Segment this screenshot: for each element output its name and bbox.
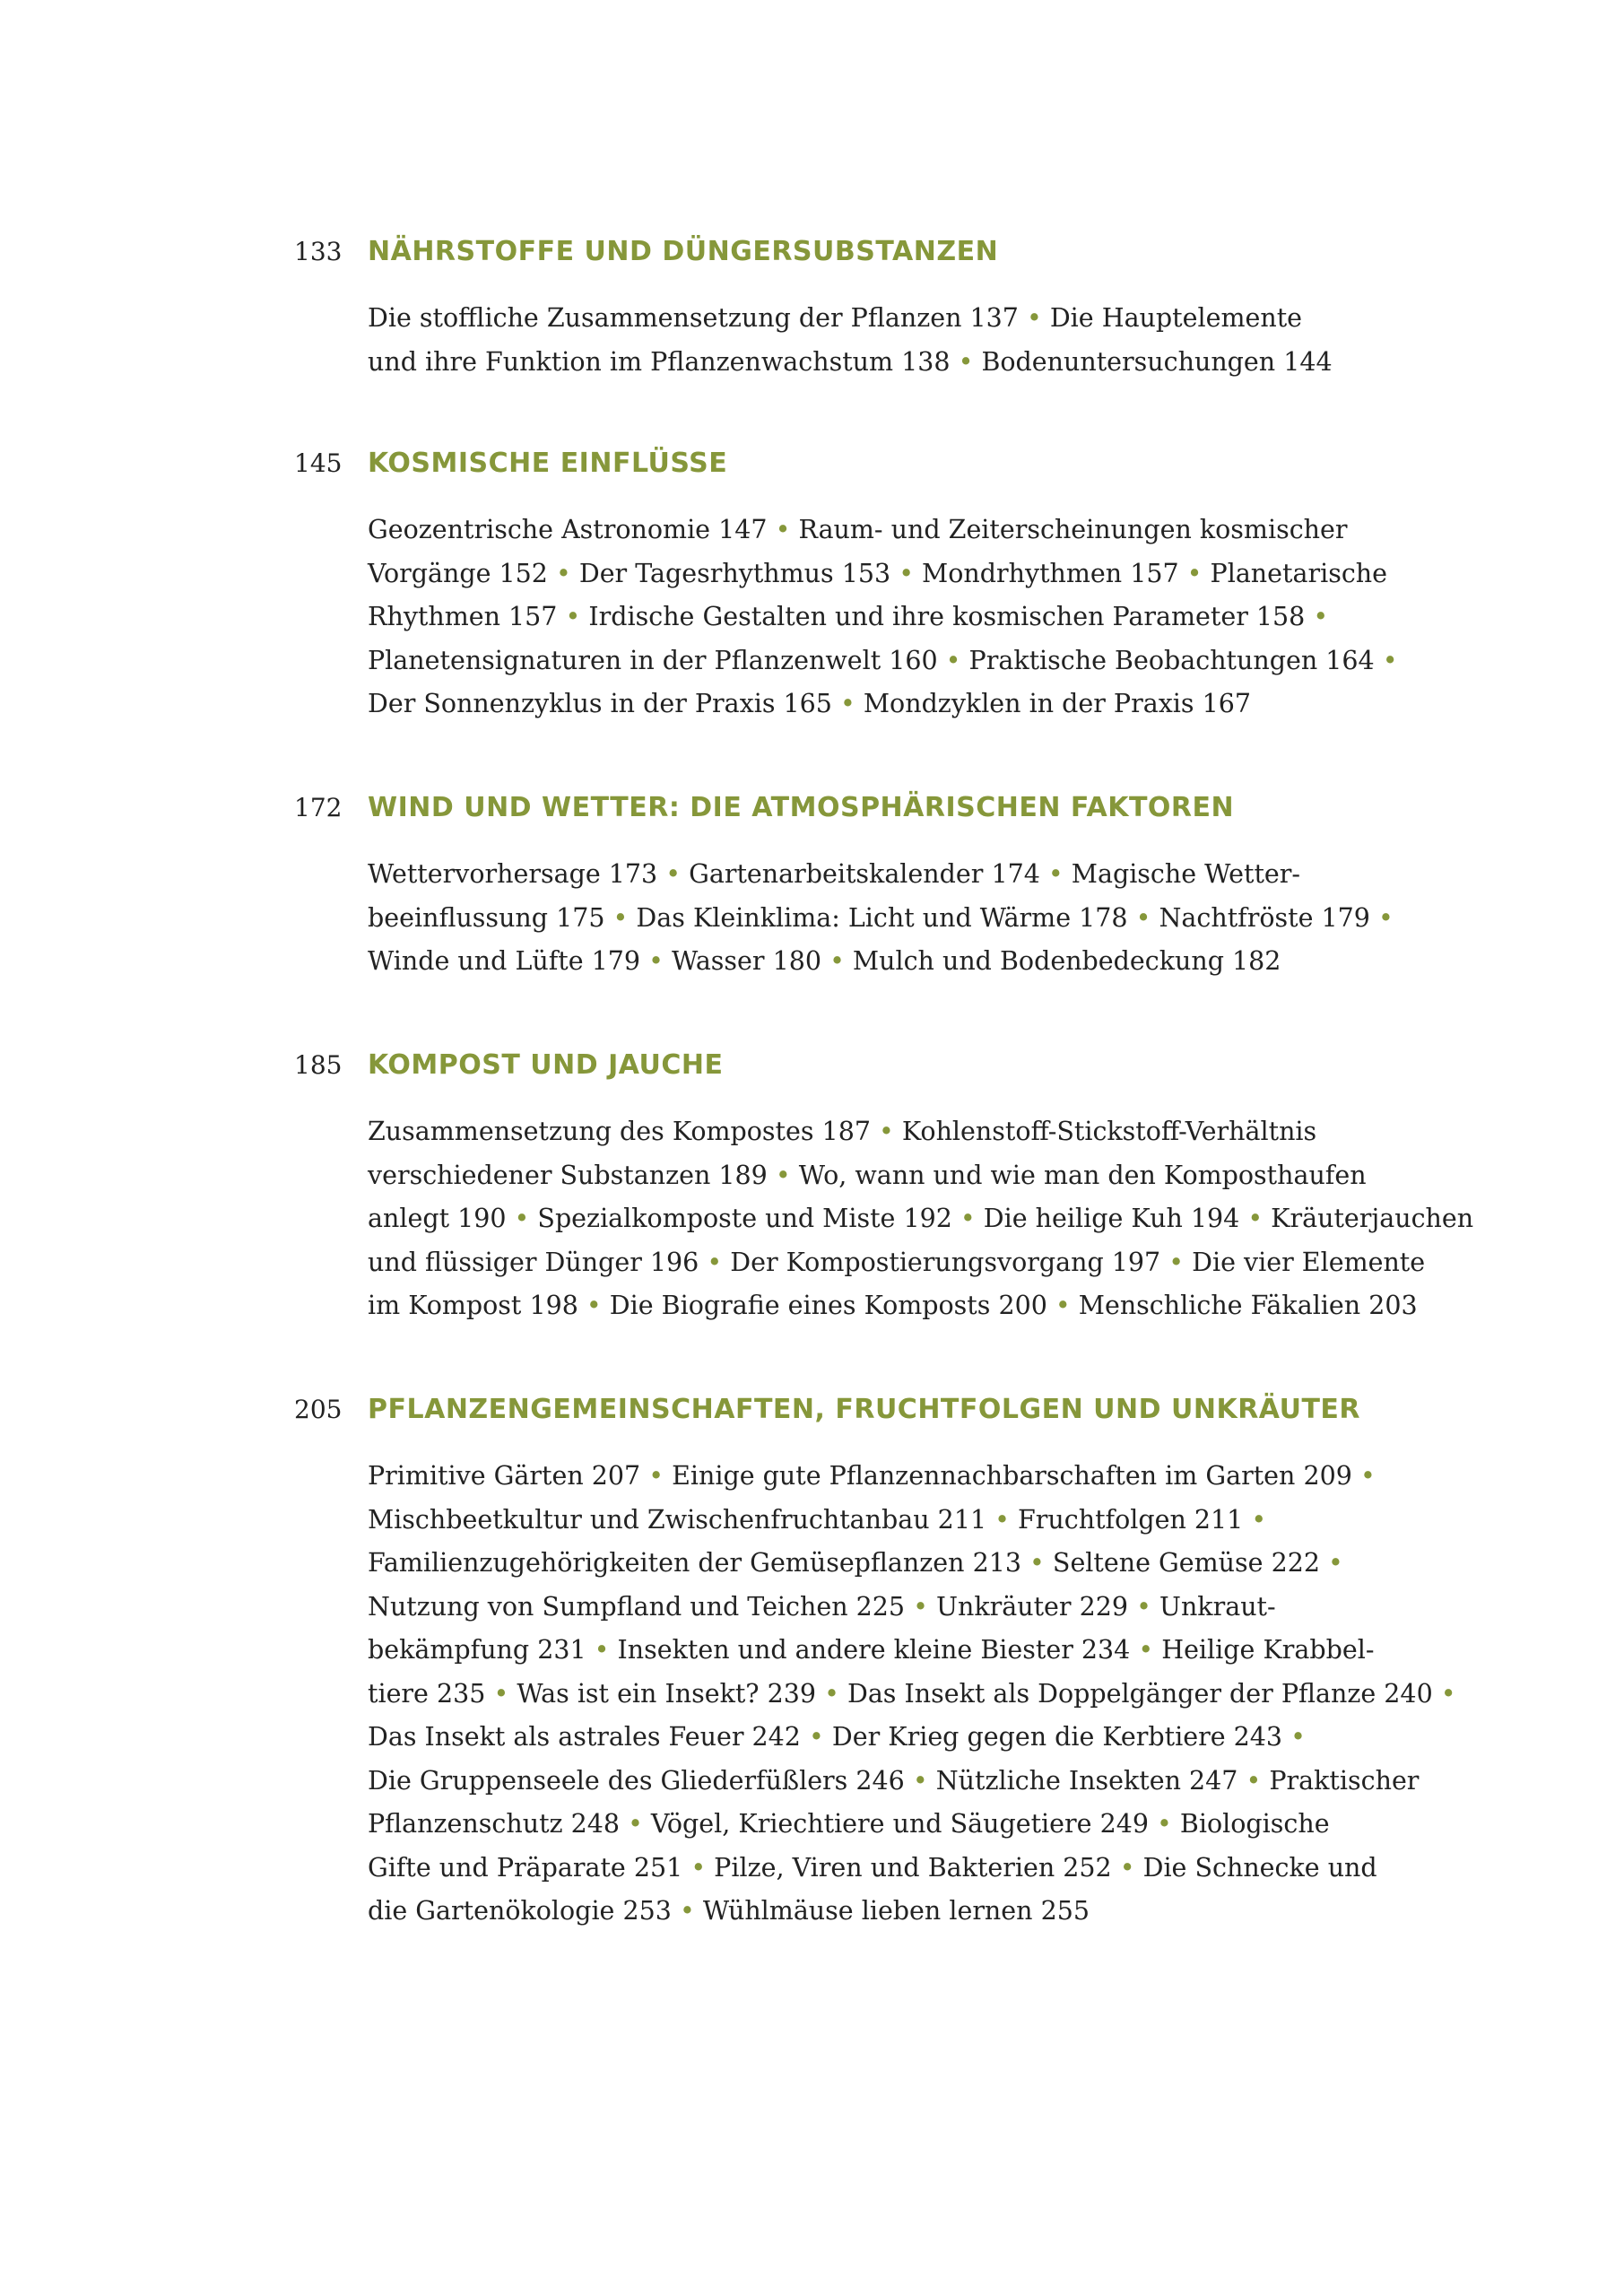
separator-bullet: • <box>829 946 845 976</box>
entry-line: Wettervorhersage 173 • Gartenarbeitskalender 174 • Magische Wetter- <box>368 859 1301 889</box>
separator-bullet: • <box>912 1765 928 1796</box>
entry-line: Winde und Lüfte 179 • Wasser 180 • Mulch und Bodenbedeckung 182 <box>368 946 1281 976</box>
separator-bullet: • <box>1138 1635 1154 1665</box>
separator-bullet: • <box>594 1635 610 1665</box>
entry-line: Nutzung von Sumpfland und Teichen 225 • Unkräuter 229 • Unkraut- <box>368 1591 1276 1622</box>
separator-bullet: • <box>1157 1809 1172 1839</box>
entry-line: Die Gruppenseele des Gliederfüßlers 246 • Nützliche Insekten 247 • Praktischer <box>368 1765 1420 1796</box>
entry-line: Primitive Gärten 207 • Einige gute Pflanzennachbarschaften im Garten 209 • <box>368 1461 1376 1491</box>
separator-bullet: • <box>1382 645 1398 675</box>
separator-bullet: • <box>1047 859 1064 889</box>
section-title: NÄHRSTOFFE UND DÜNGERSUBSTANZEN <box>368 236 999 267</box>
entry-line: Zusammensetzung des Kompostes 187 • Kohlenstoff-Stickstoff-Verhältnis <box>368 1117 1317 1146</box>
separator-bullet: • <box>879 1117 894 1146</box>
entry-line: und flüssiger Dünger 196 • Der Kompostierungsvorgang 197 • Die vier Elemente <box>368 1247 1426 1277</box>
section-entries <box>368 509 1444 726</box>
entry-line: Vorgänge 152 • Der Tagesrhythmus 153 • Mondrhythmen 157 • Planetarische <box>368 558 1388 588</box>
section-entries <box>368 1455 1456 1934</box>
separator-bullet: • <box>628 1809 643 1839</box>
separator-bullet: • <box>1168 1247 1185 1277</box>
entry-line: Geozentrische Astronomie 147 • Raum- und Zeiterscheinungen kosmischer <box>368 515 1348 544</box>
entry-line: und ihre Funktion im Pflanzenwachstum 138 • Bodenuntersuchungen 144 <box>368 346 1333 377</box>
separator-bullet: • <box>648 1461 664 1491</box>
section-title: WIND UND WETTER: DIE ATMOSPHÄRISCHEN FAKTOREN <box>368 792 1235 823</box>
entry-line: verschiedener Substanzen 189 • Wo, wann und wie man den Komposthaufen <box>368 1160 1367 1190</box>
separator-bullet: • <box>514 1204 530 1233</box>
section-entries <box>368 853 1444 984</box>
entry-line: Rhythmen 157 • Irdische Gestalten und ihre kosmischen Parameter 158 • <box>368 602 1329 631</box>
separator-bullet: • <box>1135 902 1151 933</box>
separator-bullet: • <box>913 1591 928 1622</box>
separator-bullet: • <box>493 1678 509 1709</box>
separator-bullet: • <box>1328 1548 1343 1578</box>
separator-bullet: • <box>960 1204 976 1233</box>
entry-line: Mischbeetkultur und Zwischenfruchtanbau 211 • Fruchtfolgen 211 • <box>368 1504 1267 1535</box>
entry-line: Das Insekt als astrales Feuer 242 • Der Krieg gegen die Kerbtiere 243 • <box>368 1722 1306 1752</box>
separator-bullet: • <box>690 1852 707 1883</box>
separator-bullet: • <box>665 859 682 889</box>
separator-bullet: • <box>1246 1765 1262 1796</box>
section-page-number: 133 <box>294 237 343 266</box>
separator-bullet: • <box>586 1291 602 1320</box>
separator-bullet: • <box>1186 558 1203 588</box>
entry-line: anlegt 190 • Spezialkomposte und Miste 192 • Die heilige Kuh 194 • Kräuterjauchen <box>368 1204 1474 1233</box>
separator-bullet: • <box>1055 1291 1071 1320</box>
entry-line: die Gartenökologie 253 • Wühlmäuse lieben lernen 255 <box>368 1896 1090 1926</box>
separator-bullet: • <box>945 645 961 675</box>
separator-bullet: • <box>1359 1461 1376 1491</box>
section-page-number: 185 <box>294 1050 343 1080</box>
separator-bullet: • <box>1440 1678 1456 1709</box>
section-page-number: 145 <box>294 448 343 478</box>
entry-line: Der Sonnenzyklus in der Praxis 165 • Mondzyklen in der Praxis 167 <box>368 689 1251 718</box>
section-page-number: 172 <box>294 793 343 822</box>
entry-line: Pflanzenschutz 248 • Vögel, Kriechtiere und Säugetiere 249 • Biologische <box>368 1809 1330 1839</box>
separator-bullet: • <box>1251 1504 1267 1535</box>
entry-line: Planetensignaturen in der Pflanzenwelt 160 • Praktische Beobachtungen 164 • <box>368 645 1398 675</box>
section-page-number: 205 <box>294 1395 343 1424</box>
separator-bullet: • <box>555 558 571 588</box>
separator-bullet: • <box>775 515 791 544</box>
separator-bullet: • <box>612 902 629 933</box>
separator-bullet: • <box>994 1504 1010 1535</box>
section-title: KOSMISCHE EINFLÜSSE <box>368 448 728 479</box>
entry-line: Familienzugehörigkeiten der Gemüsepflanzen 213 • Seltene Gemüse 222 • <box>368 1548 1343 1578</box>
entry-line: beeinflussung 175 • Das Kleinklima: Licht und Wärme 178 • Nachtfröste 179 • <box>368 902 1394 933</box>
section-entries <box>368 297 1444 384</box>
separator-bullet: • <box>1119 1852 1135 1883</box>
separator-bullet: • <box>1377 902 1394 933</box>
separator-bullet: • <box>1029 1548 1045 1578</box>
section-entries <box>368 1110 1474 1328</box>
separator-bullet: • <box>899 558 914 588</box>
separator-bullet: • <box>1247 1204 1264 1233</box>
separator-bullet: • <box>565 602 581 631</box>
separator-bullet: • <box>824 1678 839 1709</box>
section-title: KOMPOST UND JAUCHE <box>368 1049 724 1081</box>
section-title: PFLANZENGEMEINSCHAFTEN, FRUCHTFOLGEN UND UNKRÄUTER <box>368 1394 1361 1425</box>
entry-line: im Kompost 198 • Die Biografie eines Komposts 200 • Menschliche Fäkalien 203 <box>368 1291 1418 1320</box>
separator-bullet: • <box>707 1247 723 1277</box>
entry-line: Die stoffliche Zusammensetzung der Pflanzen 137 • Die Hauptelemente <box>368 303 1303 333</box>
separator-bullet: • <box>1313 602 1329 631</box>
separator-bullet: • <box>775 1160 791 1190</box>
entry-line: tiere 235 • Was ist ein Insekt? 239 • Das Insekt als Doppelgänger der Pflanze 240 • <box>368 1678 1456 1709</box>
separator-bullet: • <box>1026 303 1042 333</box>
entry-line: bekämpfung 231 • Insekten und andere kleine Biester 234 • Heilige Krabbel- <box>368 1635 1375 1665</box>
separator-bullet: • <box>648 946 664 976</box>
separator-bullet: • <box>958 346 974 377</box>
entry-line: Gifte und Präparate 251 • Pilze, Viren und Bakterien 252 • Die Schnecke und <box>368 1852 1377 1883</box>
separator-bullet: • <box>809 1722 824 1752</box>
separator-bullet: • <box>1290 1722 1306 1752</box>
separator-bullet: • <box>840 689 855 718</box>
separator-bullet: • <box>1136 1591 1151 1622</box>
separator-bullet: • <box>679 1896 695 1926</box>
